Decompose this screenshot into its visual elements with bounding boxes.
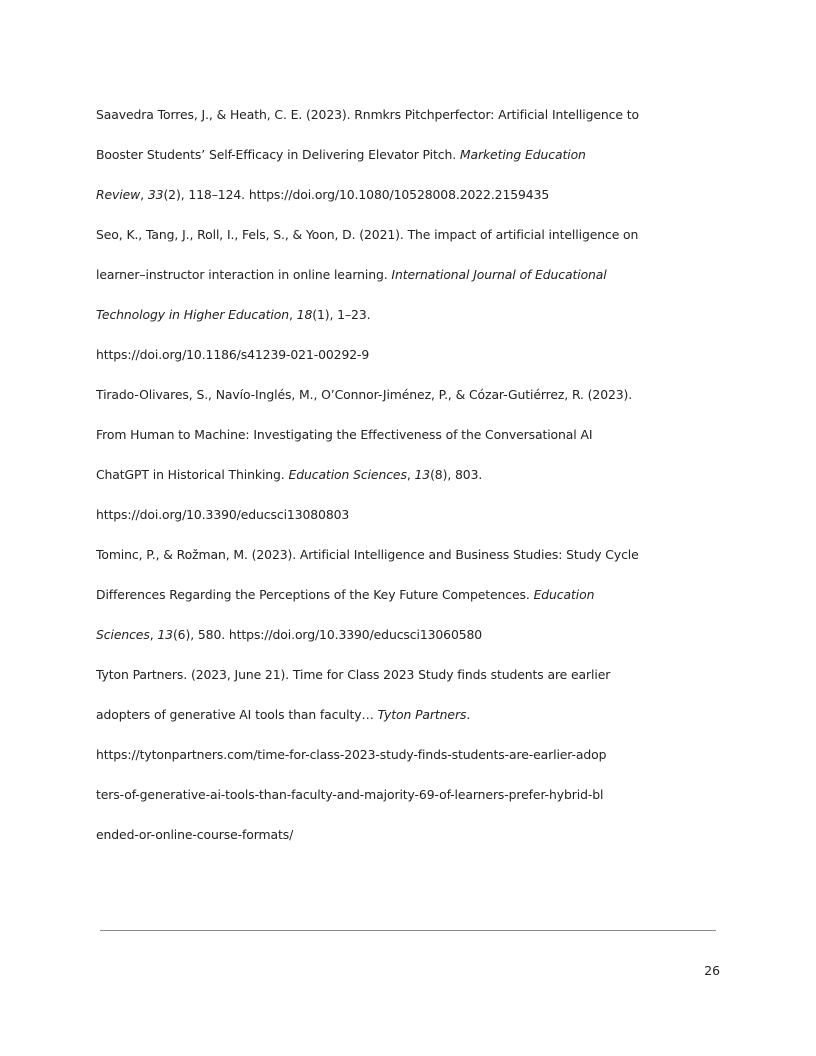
reference-text: ters-of-generative-ai-tools-than-faculty-and-majority-69-of-learners-prefer-hybrid-bl (96, 787, 604, 802)
reference-line (96, 215, 720, 255)
reference-line (96, 535, 720, 575)
reference-line (96, 695, 720, 735)
reference-italic-text: Review (96, 187, 141, 202)
reference-text: (8), 803. (430, 467, 483, 482)
reference-text: Booster Students’ Self-Efficacy in Delivering Elevator Pitch. (96, 147, 460, 162)
reference-entry (96, 535, 720, 655)
reference-italic-text: Education (533, 587, 595, 602)
page-number: 26 (704, 963, 720, 978)
reference-text: (2), 118–124. https://doi.org/10.1080/10528008.2022.2159435 (163, 187, 550, 202)
reference-italic-text: International Journal of Educational (391, 267, 607, 282)
reference-text: (6), 580. https://doi.org/10.3390/educsci13060580 (172, 627, 483, 642)
reference-text: Saavedra Torres, J., & Heath, C. E. (2023). Rnmkrs Pitchperfector: Artificial Intelligence to (96, 107, 639, 122)
reference-text: (1), 1–23. (312, 307, 371, 322)
reference-text: Differences Regarding the Perceptions of the Key Future Competences. (96, 587, 534, 602)
reference-italic-text: Technology in Higher Education (96, 307, 289, 322)
reference-line (96, 815, 720, 855)
reference-text: learner–instructor interaction in online learning. (96, 267, 392, 282)
reference-line (96, 495, 720, 535)
reference-text: https://tytonpartners.com/time-for-class-2023-study-finds-students-are-earlier-adop (96, 747, 607, 762)
reference-line (96, 775, 720, 815)
reference-text: Tyton Partners. (2023, June 21). Time for Class 2023 Study finds students are earlier (96, 667, 611, 682)
reference-line (96, 415, 720, 455)
reference-line (96, 735, 720, 775)
reference-text: , (140, 187, 148, 202)
reference-list (96, 95, 720, 855)
reference-entry (96, 655, 720, 855)
reference-text: adopters of generative AI tools than faculty… (96, 707, 378, 722)
reference-line (96, 655, 720, 695)
reference-line (96, 575, 720, 615)
reference-line (96, 615, 720, 655)
reference-text: https://doi.org/10.3390/educsci13080803 (96, 507, 350, 522)
reference-italic-text: 18 (296, 307, 313, 322)
reference-line (96, 175, 720, 215)
reference-text: ended-or-online-course-formats/ (96, 827, 294, 842)
reference-italic-text: Tyton Partners (377, 707, 467, 722)
reference-text: Seo, K., Tang, J., Roll, I., Fels, S., & Yoon, D. (2021). The impact of artificial intelligence on (96, 227, 639, 242)
reference-text: Tirado-Olivares, S., Navío-Inglés, M., O’Connor-Jiménez, P., & Cózar-Gutiérrez, R. (2023). (96, 387, 633, 402)
reference-line (96, 135, 720, 175)
reference-line (96, 255, 720, 295)
reference-text: , (149, 627, 158, 642)
reference-italic-text: 13 (414, 467, 431, 482)
reference-text: . (466, 707, 471, 722)
reference-text: https://doi.org/10.1186/s41239-021-00292-9 (96, 347, 370, 362)
reference-text: ChatGPT in Historical Thinking. (96, 467, 289, 482)
reference-italic-text: 13 (157, 627, 173, 642)
reference-line (96, 295, 720, 335)
reference-line (96, 455, 720, 495)
reference-italic-text: Education Sciences (288, 467, 407, 482)
reference-entry (96, 95, 720, 215)
footer-divider (100, 930, 716, 931)
reference-italic-text: Marketing Education (459, 147, 586, 162)
reference-entry (96, 375, 720, 535)
reference-line (96, 335, 720, 375)
reference-text: Tominc, P., & Rožman, M. (2023). Artificial Intelligence and Business Studies: Study Cycle (96, 547, 639, 562)
reference-text: From Human to Machine: Investigating the Effectiveness of the Conversational AI (96, 427, 593, 442)
reference-line (96, 375, 720, 415)
reference-entry (96, 215, 720, 375)
reference-text: , (406, 467, 415, 482)
reference-italic-text: 33 (147, 187, 164, 202)
reference-text: , (288, 307, 297, 322)
reference-line (96, 95, 720, 135)
reference-italic-text: Sciences (96, 627, 150, 642)
